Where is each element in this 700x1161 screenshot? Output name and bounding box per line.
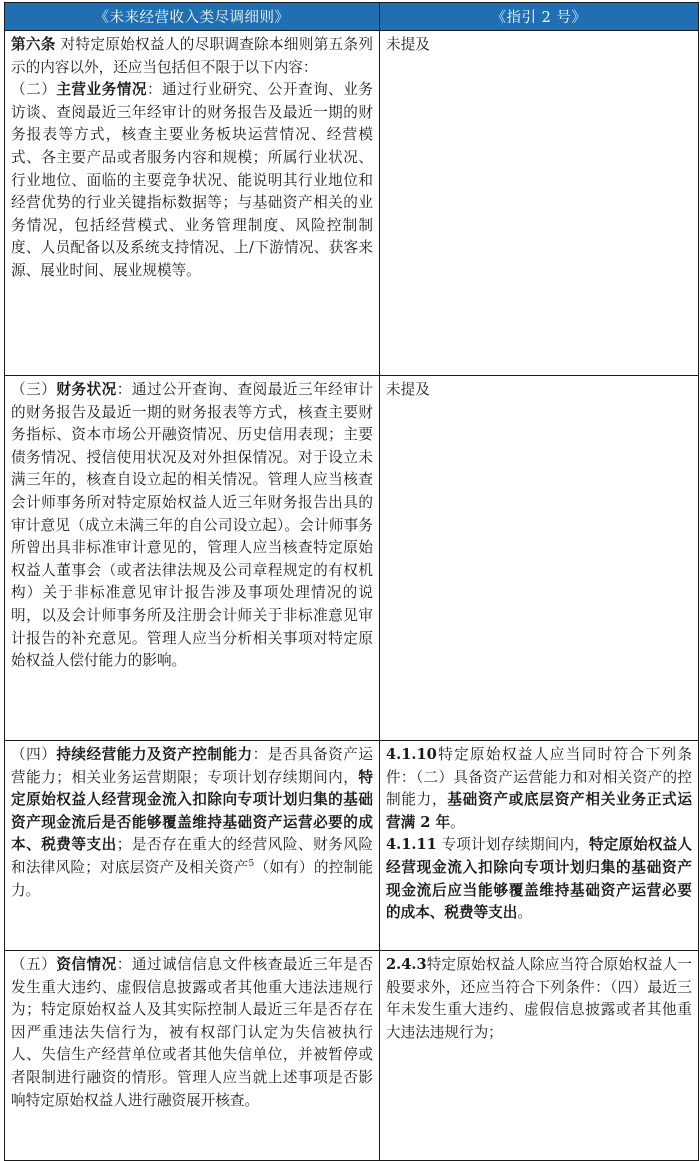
clause-4-1-10: 4.1.10特定原始权益人应当同时符合下列条件：（二）具备资产运营能力和对相关资产的控制能力，基础资产或底层资产相关业务正式运营满 2 年。 — [386, 746, 692, 831]
header-left: 《未来经营收入类尽调细则》 — [5, 3, 380, 31]
section-heading: 持续经营能力及资产控制能力 — [56, 746, 253, 763]
row3-right-cell — [380, 741, 699, 951]
row2-right-cell: 未提及 — [380, 376, 699, 741]
section-heading: 资信情况 — [56, 956, 117, 973]
footnote-mark: 5 — [248, 859, 255, 870]
row2-left-cell: （三）财务状况：通过公开查询、查阅最近三年经审计的财务报告及最近一期的财务报表等方式，核查主要财务指标、资本市场公开融资情况、历史信用表现；主要债务情况、授信使用状况及对外担保情况。对于设立未满三年的，核查自设立起的相关情况。管理人应当核查会计师事务所对特定原始权益人近三年财务报告出具的审计意见（成立未满三年的自公司设立起）。会计师事务所曾出具非标准审计意见的，管理人应当核查特定原始权益人董事会（或者法律法规及公司章程规定的有权机构）关于非标准意见审计报告涉及事项处理情况的说明，以及会计师事务所及注册会计师关于非标准意见审计报告的补充意见。管理人应当分析相关事项对特定原始权益人偿付能力的影响。 — [5, 376, 380, 741]
section-heading: 财务状况 — [56, 381, 117, 398]
clause-4-1-11: 4.1.11 专项计划存续期间内，特定原始权益人经营现金流入扣除向专项计划归集的基础资产现金流后应当能够覆盖维持基础资产运营必要的成本、税费等支出。 — [386, 836, 692, 922]
row4-left-cell: （五）资信情况：通过诚信信息文件核查最近三年是否发生重大违约、虚假信息披露或者其他重大违法违规行为；特定原始权益人及其实际控制人最近三年是否存在因严重违法失信行为，被有权部门认定为失信被执行人、失信生产经营单位或者其他失信单位，并被暂停或者限制进行融资的情形。管理人应当就上述事项是否影响特定原始权益人进行融资展开核查。 — [5, 951, 380, 1161]
clause-number: 4.1.11 — [386, 836, 437, 854]
comparison-table — [4, 2, 699, 1161]
emphasis-text: 基础资产或底层资产相关业务正式运营满 2 年 — [386, 791, 692, 831]
emphasis-text: 特定原始权益人经营现金流入扣除向专项计划归集的基础资产现金流后是否能够覆盖维持基础资产运营必要的成本、税费等支出 — [11, 768, 373, 854]
article-number: 第六条 — [11, 36, 56, 53]
table-row — [5, 741, 699, 951]
section-heading: 主营业务情况 — [56, 81, 147, 99]
table-header-row — [5, 3, 699, 31]
table-row — [5, 31, 699, 376]
row1-right-cell: 未提及 — [380, 31, 699, 376]
emphasis-text: 特定原始权益人经营现金流入扣除向专项计划归集的基础资产现金流后应当能够覆盖维持基础资产运营必要的成本、税费等支出 — [386, 836, 692, 922]
table-row — [5, 951, 699, 1161]
header-right: 《指引 2 号》 — [380, 3, 699, 31]
row4-right-cell: 2.4.3特定原始权益人除应当符合原始权益人一般要求外，还应当符合下列条件：（四）最近三年未发生重大违约、虚假信息披露或者其他重大违法违规行为； — [380, 951, 699, 1161]
row3-left-cell: （四）持续经营能力及资产控制能力：是否具备资产运营能力；相关业务运营期限；专项计划存续期间内，特定原始权益人经营现金流入扣除向专项计划归集的基础资产现金流后是否能够覆盖维持基础资产运营必要的成本、税费等支出；是否存在重大的经营风险、财务风险和法律风险；对底层资产及相关资产$^5$（如有）的控制能力。 — [5, 741, 380, 951]
row1-para-2: （二）主营业务情况：通过行业研究、公开查询、业务访谈、查阅最近三年经审计的财务报告及最近一期的财务报表等方式，核查主要业务板块运营情况、经营模式、各主要产品或者服务内容和规模；所属行业状况、行业地位、面临的主要竞争状况、能说明其行业地位和经营优势的行业关键指标数据等；与基础资产相关的业务情况，包括经营模式、业务管理制度、风险控制制度、人员配备以及系统支持情况、上/下游情况、获客来源、展业时间、展业规模等。 — [11, 81, 373, 279]
clause-number: 4.1.10 — [386, 746, 437, 763]
row1-left-cell — [5, 31, 380, 376]
row1-para-1: 第六条 对特定原始权益人的尽职调查除本细则第五条列示的内容以外，还应当包括但不限于以下内容： — [11, 36, 373, 76]
table-row — [5, 376, 699, 741]
clause-number: 2.4.3 — [386, 956, 427, 973]
